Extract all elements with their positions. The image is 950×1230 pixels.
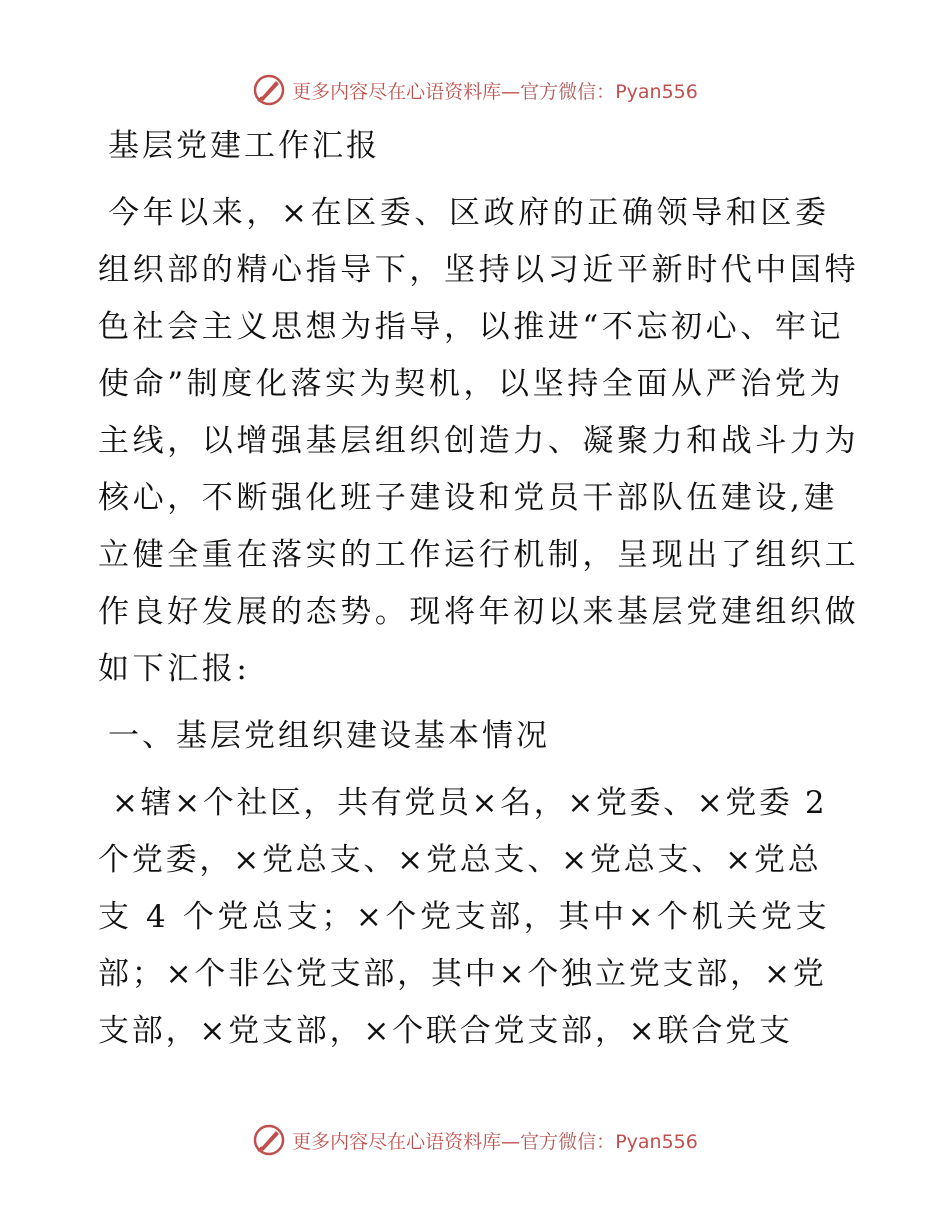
paragraph-line: 支部，×党支部，×个联合党支部，×联合党支 <box>98 1013 793 1049</box>
watermark-footer <box>0 1120 950 1160</box>
paragraph-line: 组织部的精心指导下，坚持以习近平新时代中国特 <box>98 252 860 288</box>
document-title: 基层党建工作汇报 <box>108 128 380 164</box>
paragraph-line: 立健全重在落实的工作运行机制，呈现出了组织工 <box>98 537 860 573</box>
watermark-text: 更多内容尽在心语资料库—官方微信：Pyan556 <box>292 1130 698 1153</box>
paragraph-line: 个党委，×党总支、×党总支、×党总支、×党总 <box>98 842 822 878</box>
paragraph-intro <box>98 185 860 698</box>
quill-logo-icon <box>252 1123 286 1157</box>
watermark-header <box>0 70 950 110</box>
document-body <box>98 118 860 1060</box>
paragraph-line: 主线，以增强基层组织创造力、凝聚力和战斗力为 <box>98 423 860 459</box>
watermark-text: 更多内容尽在心语资料库—官方微信：Pyan556 <box>292 80 698 103</box>
paragraph-line: 如下汇报: <box>98 651 251 687</box>
paragraph-line: 核心，不断强化班子建设和党员干部队伍建设,建 <box>98 480 839 516</box>
paragraph-section1 <box>98 775 850 1060</box>
paragraph-line: 今年以来，×在区委、区政府的正确领导和区委 <box>108 195 830 231</box>
paragraph-line: 支 4 个党总支；×个党支部，其中×个机关党支 <box>98 899 831 935</box>
paragraph-line: 色社会主义思想为指导，以推进“不忘初心、牢记 <box>98 309 845 345</box>
paragraph-line: 使命”制度化落实为契机，以坚持全面从严治党为 <box>98 366 845 402</box>
quill-logo-icon <box>252 73 286 107</box>
paragraph-line: 部；×个非公党支部，其中×个独立党支部，×党 <box>98 956 827 992</box>
paragraph-line: 作良好发展的态势。现将年初以来基层党建组织做 <box>98 594 860 630</box>
section-heading: 一、基层党组织建设基本情况 <box>108 718 550 754</box>
paragraph-line: ×辖×个社区，共有党员×名，×党委、×党委 2 <box>112 785 828 821</box>
